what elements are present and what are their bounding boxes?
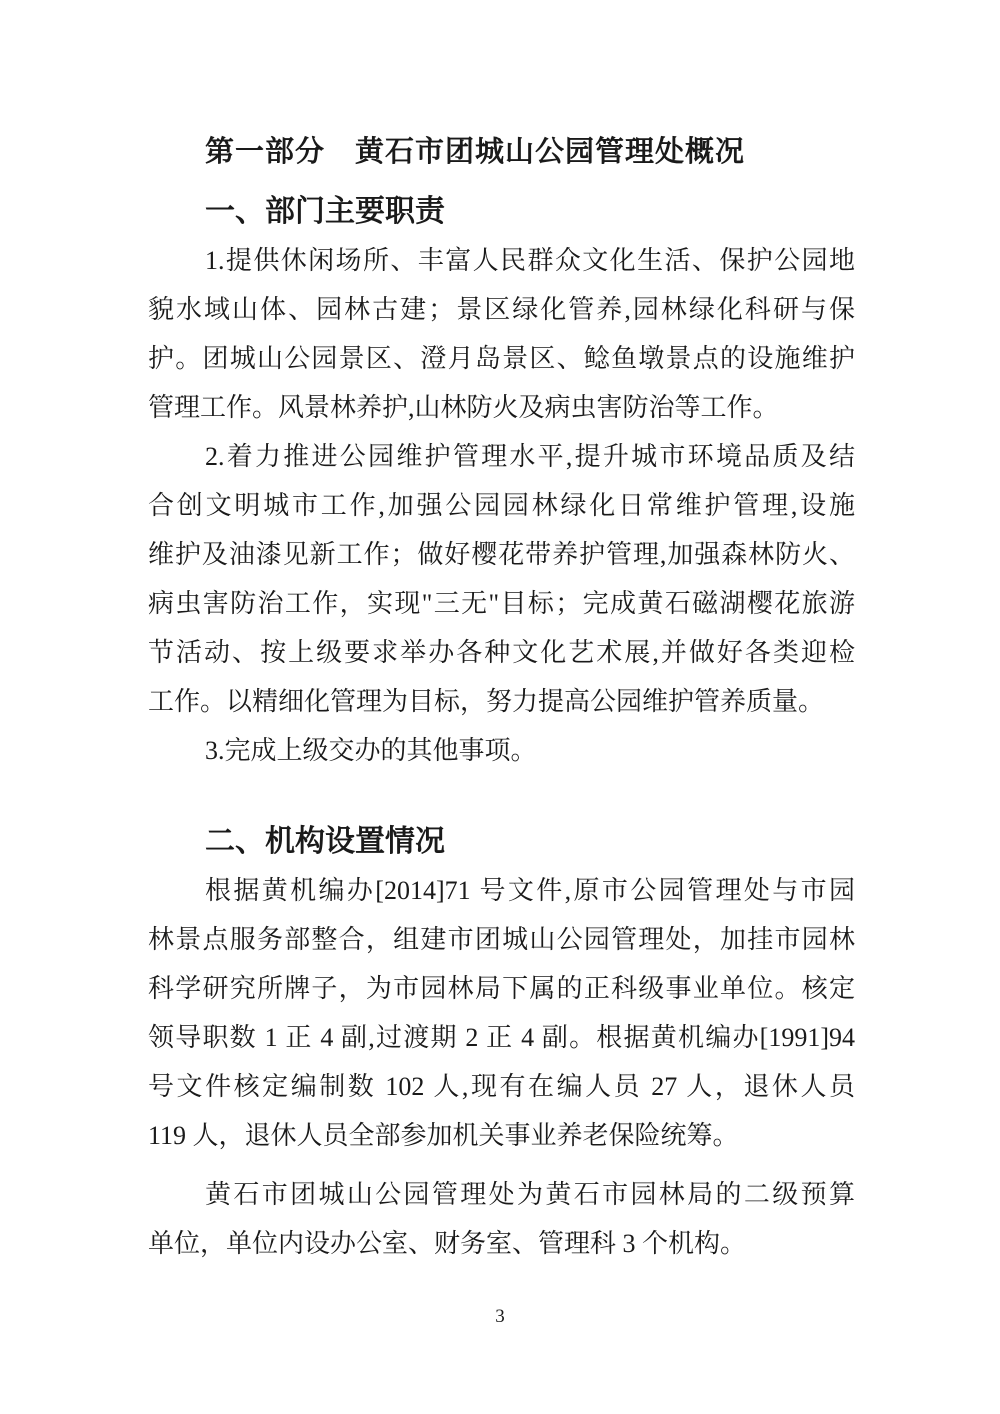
text-line: 2.着力推进公园维护管理水平,提升城市环境品质及结 [205, 442, 855, 471]
text-line: 黄石市团城山公园管理处为黄石市园林局的二级预算 [205, 1180, 855, 1209]
text-line: 3.完成上级交办的其他事项。 [205, 736, 537, 765]
text-line: 维护及油漆见新工作；做好樱花带养护管理,加强森林防火、 [148, 540, 855, 569]
text-line: 根据黄机编办[2014]71 号文件,原市公园管理处与市园 [205, 876, 855, 905]
text-line: 工作。以精细化管理为目标，努力提高公园维护管养质量。 [148, 687, 825, 716]
paragraph-4 [148, 866, 855, 1160]
section-1-heading: 一、部门主要职责 [205, 195, 445, 228]
text-line: 单位，单位内设办公室、财务室、管理科 3 个机构。 [148, 1229, 747, 1258]
page-number: 3 [495, 1306, 505, 1327]
text-line: 护。团城山公园景区、澄月岛景区、鲶鱼墩景点的设施维护 [148, 344, 855, 373]
document-content [148, 128, 855, 1268]
text-line: 119 人，退休人员全部参加机关事业养老保险统筹。 [148, 1121, 739, 1150]
paragraph-3 [148, 726, 855, 775]
paragraph-1 [148, 236, 855, 432]
text-line: 合创文明城市工作,加强公园园林绿化日常维护管理,设施 [148, 491, 855, 520]
text-line: 管理工作。风景林养护,山林防火及病虫害防治等工作。 [148, 393, 779, 422]
paragraph-5 [148, 1170, 855, 1268]
paragraph-2 [148, 432, 855, 726]
text-line: 1.提供休闲场所、丰富人民群众文化生活、保护公园地 [205, 246, 855, 275]
text-line: 号文件核定编制数 102 人,现有在编人员 27 人，退休人员 [148, 1072, 855, 1101]
text-line: 领导职数 1 正 4 副,过渡期 2 正 4 副。根据黄机编办[1991]94 [148, 1023, 855, 1052]
section-2-heading: 二、机构设置情况 [205, 825, 445, 858]
document-title: 第一部分 黄石市团城山公园管理处概况 [205, 136, 746, 168]
text-line: 节活动、按上级要求举办各种文化艺术展,并做好各类迎检 [148, 638, 855, 667]
text-line: 貌水域山体、园林古建；景区绿化管养,园林绿化科研与保 [148, 295, 855, 324]
text-line: 科学研究所牌子，为市园林局下属的正科级事业单位。核定 [148, 974, 855, 1003]
text-line: 林景点服务部整合，组建市团城山公园管理处，加挂市园林 [148, 925, 855, 954]
text-line: 病虫害防治工作，实现"三无"目标；完成黄石磁湖樱花旅游 [148, 589, 855, 618]
